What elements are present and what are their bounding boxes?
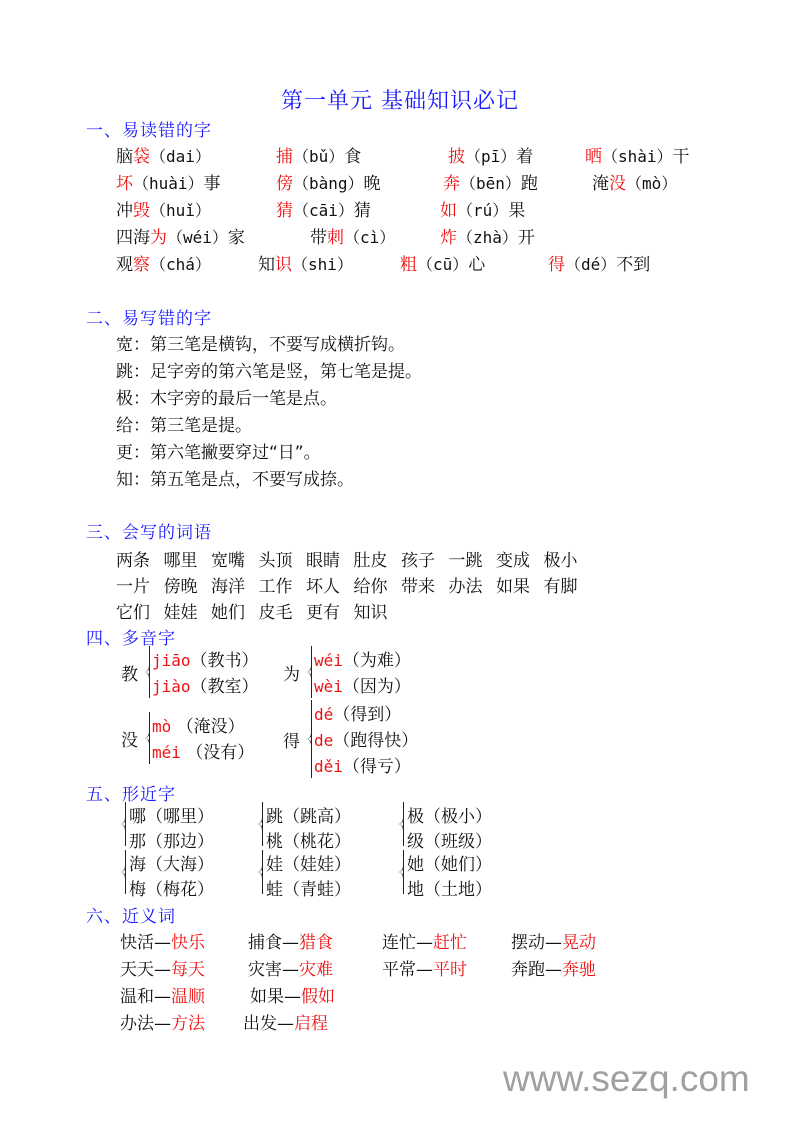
pinyin: （dé） — [565, 255, 617, 274]
vocab-word: 哪里 — [163, 551, 198, 571]
highlight-char: 为 — [150, 228, 167, 248]
similar-char-item: 那（那边） — [129, 832, 214, 852]
synonym: 灾难 — [299, 960, 333, 980]
example-word: （跑得快） — [333, 731, 419, 751]
pinyin: dé — [314, 705, 334, 724]
pinyin: （mò） — [626, 174, 678, 193]
highlight-char: 捕 — [276, 147, 293, 167]
pinyin: （shài） — [602, 147, 673, 166]
highlight-char: 披 — [448, 147, 465, 167]
synonym: 猎食 — [299, 933, 333, 953]
plain-char: 果 — [508, 201, 526, 221]
brace-icon — [149, 712, 150, 764]
synonym: 快乐 — [171, 933, 205, 953]
stroke-note: 给：第三笔是提。 — [116, 416, 252, 436]
plain-char: 带 — [310, 228, 327, 248]
vocab-word: 极小 — [543, 551, 578, 571]
polyphone-char: 没 — [121, 731, 138, 751]
plain-char: 冲 — [116, 201, 133, 221]
brace-icon — [311, 646, 312, 698]
synonym-pair — [382, 955, 467, 980]
reading-item — [448, 142, 533, 167]
pinyin: （huǐ） — [150, 201, 211, 220]
polyphone-reading — [152, 738, 254, 763]
synonym-pair — [120, 1009, 205, 1034]
vocab-word: 娃娃 — [163, 603, 198, 623]
brace-icon — [403, 850, 404, 894]
example-word: （淹没） — [171, 717, 245, 737]
similar-char-item: 地（土地） — [407, 880, 492, 900]
synonym: 晃动 — [562, 933, 596, 953]
plain-char: 淹 — [592, 174, 609, 194]
word: 捕食— — [248, 933, 299, 953]
reading-item — [116, 169, 221, 194]
reading-item — [400, 250, 485, 275]
word: 温和— — [120, 987, 171, 1007]
example-word: （得亏） — [342, 757, 411, 777]
reading-item — [585, 142, 690, 167]
similar-char-item: 她（她们） — [407, 855, 492, 875]
vocab-word: 给你 — [353, 577, 388, 597]
stroke-note: 跳：足字旁的第六笔是竖，第七笔是提。 — [116, 362, 422, 382]
pinyin: （huài） — [133, 174, 204, 193]
vocab-word: 一跳 — [448, 551, 483, 571]
example-word: （得到） — [333, 705, 402, 725]
synonym-pair — [511, 928, 596, 953]
brace-icon — [403, 802, 404, 846]
vocab-word: 办法 — [448, 577, 483, 597]
plain-char: 食 — [344, 147, 362, 167]
plain-char: 观 — [116, 255, 133, 275]
section-heading-6: 六、近义词 — [86, 907, 176, 927]
vocab-word: 孩子 — [401, 551, 435, 571]
brace-icon — [311, 700, 312, 778]
pinyin: děi — [314, 757, 343, 776]
reading-item — [592, 169, 677, 194]
similar-char-item: 桃（桃花） — [266, 832, 351, 852]
synonym-pair — [248, 928, 333, 953]
highlight-char: 奔 — [443, 174, 460, 194]
reading-item — [276, 169, 381, 194]
pinyin: mò — [152, 717, 172, 736]
vocab-word: 工作 — [258, 577, 293, 597]
pinyin: de — [314, 731, 334, 750]
synonym: 温顺 — [171, 987, 205, 1007]
plain-char: 家 — [227, 228, 245, 248]
polyphone-reading — [314, 752, 411, 777]
synonym: 奔驰 — [562, 960, 596, 980]
similar-char-item: 梅（梅花） — [129, 880, 214, 900]
highlight-char: 如 — [440, 201, 457, 221]
pinyin: （bàng） — [293, 174, 364, 193]
plain-char: 猜 — [353, 201, 371, 221]
stroke-note: 宽：第三笔是横钩，不要写成横折钩。 — [116, 335, 405, 355]
synonym-pair — [120, 928, 205, 953]
pinyin: jiào — [152, 677, 191, 696]
stroke-note: 更：第六笔撇要穿过“日”。 — [116, 443, 321, 463]
word: 快活— — [120, 933, 171, 953]
similar-char-item: 极（极小） — [407, 807, 492, 827]
similar-char-item: 蛙（青蛙） — [266, 880, 351, 900]
similar-char-item: 级（班级） — [407, 832, 492, 852]
similar-char-item: 跳（跳高） — [266, 807, 351, 827]
word: 出发— — [243, 1014, 294, 1034]
pinyin: （rú） — [457, 201, 509, 220]
plain-char: 脑 — [116, 147, 133, 167]
vocab-word: 更有 — [306, 603, 340, 623]
word: 办法— — [120, 1014, 171, 1034]
synonym: 方法 — [171, 1014, 205, 1034]
word: 灾害— — [248, 960, 299, 980]
polyphone-reading — [314, 646, 411, 671]
highlight-char: 袋 — [133, 147, 150, 167]
highlight-char: 炸 — [440, 228, 457, 248]
pinyin: （cì） — [344, 228, 396, 247]
plain-char: 心 — [468, 255, 486, 275]
polyphone-reading — [152, 646, 259, 671]
highlight-char: 毁 — [133, 201, 150, 221]
pinyin: （shi） — [292, 255, 353, 274]
highlight-char: 粗 — [400, 255, 417, 275]
pinyin: （bǔ） — [293, 147, 345, 166]
word: 平常— — [382, 960, 433, 980]
word: 连忙— — [382, 933, 433, 953]
synonym: 平时 — [433, 960, 467, 980]
vocab-word: 傍晚 — [163, 577, 198, 597]
highlight-char: 坏 — [116, 174, 133, 194]
vocab-word: 眼睛 — [306, 551, 340, 571]
section-heading-1: 一、易读错的字 — [86, 121, 212, 141]
vocab-word: 知识 — [353, 603, 388, 623]
highlight-char: 没 — [609, 174, 626, 194]
reading-item — [116, 142, 211, 167]
plain-char: 不到 — [616, 255, 651, 275]
highlight-char: 得 — [548, 255, 565, 275]
section-heading-3: 三、会写的词语 — [86, 523, 212, 543]
example-word: （因为） — [342, 677, 411, 697]
word: 奔跑— — [511, 960, 562, 980]
highlight-char: 察 — [133, 255, 150, 275]
plain-char: 开 — [517, 228, 535, 248]
pinyin: （bēn） — [460, 174, 521, 193]
highlight-char: 刺 — [327, 228, 344, 248]
brace-icon — [149, 646, 150, 698]
pinyin: （dai） — [150, 147, 211, 166]
pinyin: （pī） — [465, 147, 517, 166]
synonym: 假如 — [301, 987, 335, 1007]
pinyin: （wéi） — [167, 228, 228, 247]
example-word: （教书） — [190, 651, 259, 671]
polyphone-reading — [314, 700, 401, 725]
watermark: www.sezq.com — [503, 1058, 750, 1099]
reading-item — [276, 142, 361, 167]
reading-item — [548, 250, 650, 275]
vocab-word: 变成 — [496, 551, 530, 571]
polyphone-reading — [152, 672, 259, 697]
similar-char-item: 哪（哪里） — [129, 807, 214, 827]
brace-icon — [262, 802, 263, 846]
highlight-char: 晒 — [585, 147, 602, 167]
reading-item — [310, 223, 395, 248]
reading-item — [116, 196, 211, 221]
brace-icon — [125, 850, 126, 894]
vocab-word: 宽嘴 — [211, 551, 245, 571]
polyphone-char: 为 — [283, 665, 300, 685]
word: 天天— — [120, 960, 171, 980]
vocab-word: 皮毛 — [258, 603, 293, 623]
reading-item — [440, 196, 525, 221]
highlight-char: 识 — [275, 255, 292, 275]
vocab-word: 海洋 — [211, 577, 245, 597]
section-heading-2: 二、易写错的字 — [86, 309, 212, 329]
word: 如果— — [250, 987, 301, 1007]
synonym: 启程 — [294, 1014, 328, 1034]
pinyin: jiāo — [152, 651, 191, 670]
reading-item — [116, 223, 245, 248]
word: 摆动— — [511, 933, 562, 953]
synonym-pair — [250, 982, 335, 1007]
synonym-pair — [243, 1009, 328, 1034]
polyphone-char: 教 — [121, 665, 138, 685]
example-word: （没有） — [180, 743, 255, 763]
vocab-word: 有脚 — [543, 577, 578, 597]
pinyin: （zhà） — [457, 228, 518, 247]
highlight-char: 猜 — [276, 201, 293, 221]
section-heading-5: 五、形近字 — [86, 785, 176, 805]
vocab-word: 它们 — [116, 603, 150, 623]
polyphone-reading — [314, 726, 418, 751]
pinyin: wèi — [314, 677, 343, 696]
vocab-word: 带来 — [401, 577, 435, 597]
vocab-word: 坏人 — [306, 577, 340, 597]
synonym: 每天 — [171, 960, 205, 980]
plain-char: 事 — [203, 174, 221, 194]
brace-icon — [125, 802, 126, 846]
vocab-word: 头顶 — [258, 551, 293, 571]
synonym-pair — [120, 982, 205, 1007]
vocab-word: 两条 — [116, 551, 150, 571]
reading-item — [443, 169, 538, 194]
synonym-pair — [382, 928, 467, 953]
example-word: （教室） — [190, 677, 259, 697]
stroke-note: 知：第五笔是点，不要写成捺。 — [116, 470, 354, 490]
reading-item — [116, 250, 211, 275]
reading-item — [440, 223, 535, 248]
polyphone-reading — [314, 672, 411, 697]
pinyin: （chá） — [150, 255, 211, 274]
synonym-pair — [511, 955, 596, 980]
plain-char: 知 — [258, 255, 275, 275]
vocab-word: 如果 — [496, 577, 530, 597]
pinyin: （cū） — [417, 255, 469, 274]
reading-item — [258, 250, 353, 275]
polyphone-char: 得 — [283, 732, 300, 752]
example-word: （为难） — [342, 651, 411, 671]
vocab-word: 肚皮 — [353, 551, 388, 571]
vocab-word: 一片 — [116, 577, 150, 597]
plain-char: 着 — [516, 147, 534, 167]
polyphone-reading — [152, 712, 245, 737]
vocab-word: 她们 — [211, 603, 245, 623]
pinyin: （cāi） — [293, 201, 354, 220]
highlight-char: 傍 — [276, 174, 293, 194]
plain-char: 干 — [672, 147, 690, 167]
similar-char-item: 娃（娃娃） — [266, 855, 351, 875]
pinyin: méi — [152, 743, 181, 762]
plain-char: 四海 — [116, 228, 150, 248]
synonym-pair — [120, 955, 205, 980]
plain-char: 跑 — [520, 174, 538, 194]
brace-icon — [262, 850, 263, 894]
synonym-pair — [248, 955, 333, 980]
stroke-note: 极：木字旁的最后一笔是点。 — [116, 389, 337, 409]
section-heading-4: 四、多音字 — [86, 629, 176, 649]
synonym: 赶忙 — [433, 933, 467, 953]
page-title: 第一单元 基础知识必记 — [281, 89, 519, 114]
reading-item — [276, 196, 371, 221]
pinyin: wéi — [314, 651, 343, 670]
plain-char: 晚 — [363, 174, 381, 194]
similar-char-item: 海（大海） — [129, 855, 214, 875]
